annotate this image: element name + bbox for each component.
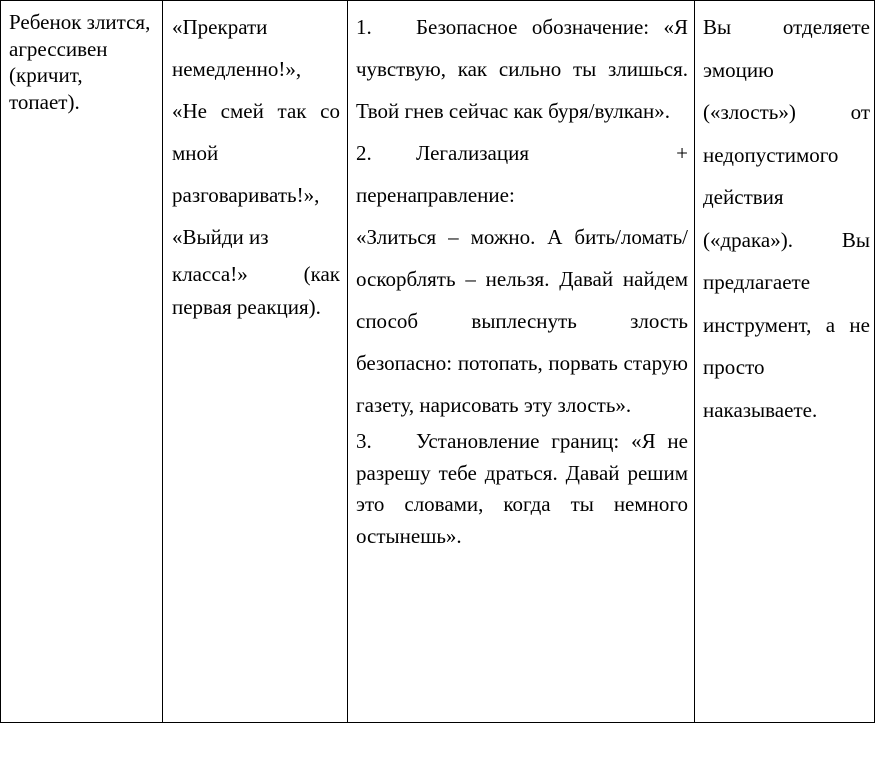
- step-1: [356, 6, 688, 132]
- wrong-reaction-text-part2: класса!» (как первая реакция).: [172, 262, 340, 319]
- step-2-text: Легализация + перенаправление:: [356, 141, 688, 207]
- step-3-number: 3.: [356, 429, 372, 453]
- step-2-number: 2.: [356, 141, 372, 165]
- situation-cell: [1, 1, 163, 723]
- explanation-cell: [695, 1, 875, 723]
- step-3: [356, 426, 688, 552]
- step-1-number: 1.: [356, 15, 372, 39]
- steps-cell: [348, 1, 695, 723]
- situation-text: Ребенок злится, агрессивен (кричит, топает).: [9, 10, 151, 114]
- step-3-text: Установление границ: «Я не разрешу тебе драться. Давай решим это словами, когда ты немного остынешь».: [356, 429, 688, 548]
- step-1-text: Безопасное обозначение: «Я чувствую, как сильно ты злишься. Твой гнев сейчас как буря/вулкан».: [356, 15, 688, 123]
- step-2: [356, 132, 688, 216]
- wrong-reaction-cell: [163, 1, 348, 723]
- wrong-reaction-text-part1: «Прекрати немедленно!», «Не смей так со мной разговаривать!», «Выйди из: [172, 15, 340, 249]
- table-row: [1, 1, 875, 723]
- explanation-text: Вы отделяете эмоцию («злость») от недопустимого действия («драка»). Вы предлагаете инструмент, а не просто наказываете.: [703, 15, 870, 422]
- step-2-detail: «Злиться – можно. А бить/ломать/оскорблять – нельзя. Давай найдем способ выплеснуть злость безопасно: потопать, порвать старую газету, нарисовать эту злость».: [356, 225, 688, 417]
